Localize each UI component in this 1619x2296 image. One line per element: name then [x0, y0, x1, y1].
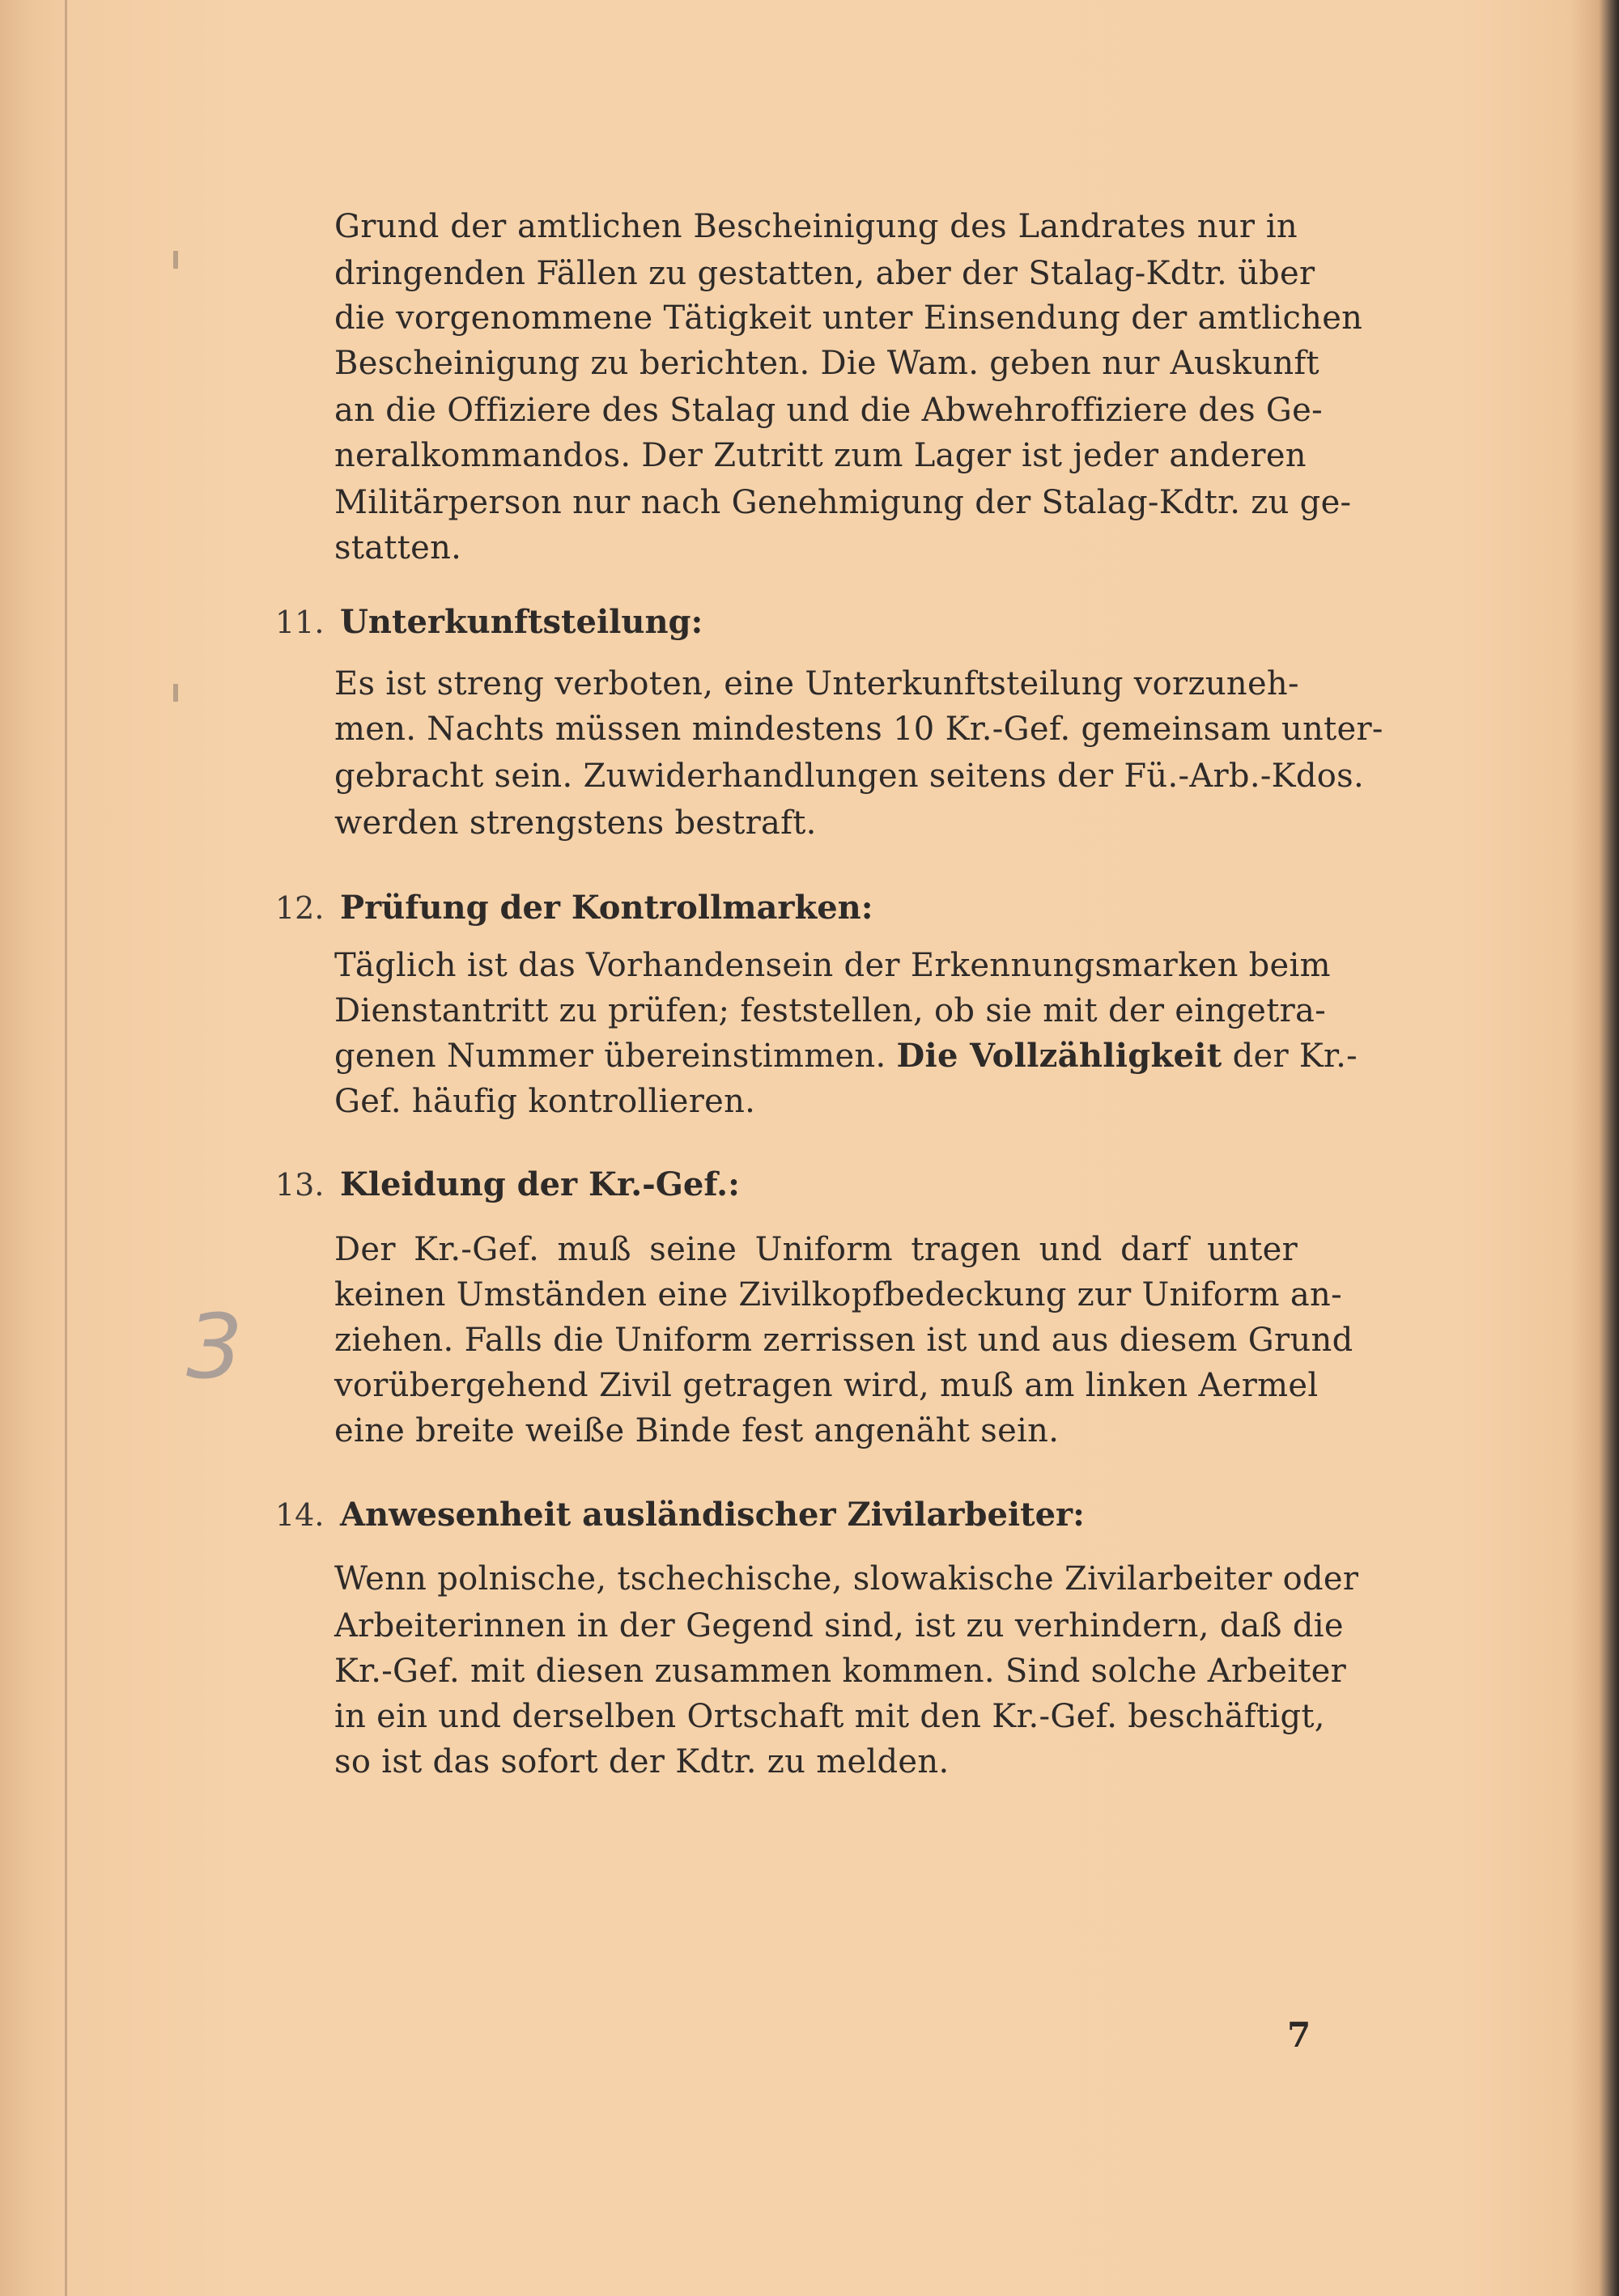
- text-line: statten.: [334, 529, 462, 567]
- section-heading: Anwesenheit ausländischer Zivilarbeiter:: [340, 1496, 1085, 1534]
- text-line: Militärperson nur nach Genehmigung der Stalag-Kdtr. zu ge-: [334, 484, 1352, 521]
- text-line: gebracht sein. Zuwiderhandlungen seitens der Fü.-Arb.-Kdos.: [334, 758, 1364, 795]
- text-line: dringenden Fällen zu gestatten, aber der Stalag-Kdtr. über: [334, 255, 1315, 292]
- section-number: 11.: [275, 605, 325, 640]
- text-line: Dienstantritt zu prüfen; feststellen, ob sie mit der eingetra-: [334, 992, 1327, 1029]
- text-line: die vorgenommene Tätigkeit unter Einsendung der amtlichen: [334, 299, 1363, 337]
- text-line: eine breite weiße Binde fest angenäht sein.: [334, 1412, 1060, 1449]
- binding-edge: [65, 0, 67, 2296]
- text-line: Wenn polnische, tschechische, slowakische Zivilarbeiter oder: [334, 1560, 1359, 1598]
- margin-mark: [173, 684, 178, 702]
- text-segment: genen Nummer übereinstimmen.: [334, 1038, 886, 1075]
- text-line: werden strengstens bestraft.: [334, 804, 817, 842]
- section-number: 14.: [275, 1497, 325, 1533]
- text-line: keinen Umständen eine Zivilkopfbedeckung zur Uniform an-: [334, 1276, 1342, 1314]
- section-heading: Kleidung der Kr.-Gef.:: [340, 1165, 740, 1203]
- text-line: Kr.-Gef. mit diesen zusammen kommen. Sind solche Arbeiter: [334, 1653, 1347, 1690]
- text-line: Bescheinigung zu berichten. Die Wam. geben nur Auskunft: [334, 345, 1319, 382]
- text-line: men. Nachts müssen mindestens 10 Kr.-Gef. gemeinsam unter-: [334, 711, 1383, 748]
- text-line: Der Kr.-Gef. muß seine Uniform tragen und darf unter: [334, 1231, 1298, 1268]
- text-line: ziehen. Falls die Uniform zerrissen ist und aus diesem Grund: [334, 1322, 1353, 1359]
- handwritten-mark: 3: [186, 1295, 243, 1398]
- text-line: Arbeiterinnen in der Gegend sind, ist zu verhindern, daß die: [334, 1607, 1344, 1645]
- margin-mark: [173, 251, 178, 269]
- text-line: in ein und derselben Ortschaft mit den Kr.-Gef. beschäftigt,: [334, 1698, 1325, 1735]
- page-number: 7: [1287, 2015, 1311, 2055]
- text-line: neralkommandos. Der Zutritt zum Lager ist jeder anderen: [334, 437, 1307, 474]
- text-line: Es ist streng verboten, eine Unterkunftsteilung vorzuneh-: [334, 665, 1299, 702]
- text-line: vorübergehend Zivil getragen wird, muß am linken Aermel: [334, 1367, 1319, 1404]
- text-line: an die Offiziere des Stalag und die Abwehroffiziere des Ge-: [334, 392, 1323, 429]
- section-number: 12.: [275, 890, 325, 926]
- text-line: Grund der amtlichen Bescheinigung des Landrates nur in: [334, 208, 1298, 245]
- section-number: 13.: [275, 1167, 325, 1203]
- text-line: Täglich ist das Vorhandensein der Erkennungsmarken beim: [334, 947, 1331, 984]
- section-heading: Unterkunftsteilung:: [340, 603, 703, 641]
- text-segment: der Kr.-: [1232, 1038, 1358, 1075]
- text-line: so ist das sofort der Kdtr. zu melden.: [334, 1743, 950, 1780]
- text-line: [334, 1033, 1358, 1079]
- text-line: Gef. häufig kontrollieren.: [334, 1083, 756, 1120]
- bold-phrase: Die Vollzähligkeit: [896, 1037, 1222, 1075]
- section-heading: Prüfung der Kontrollmarken:: [340, 889, 873, 927]
